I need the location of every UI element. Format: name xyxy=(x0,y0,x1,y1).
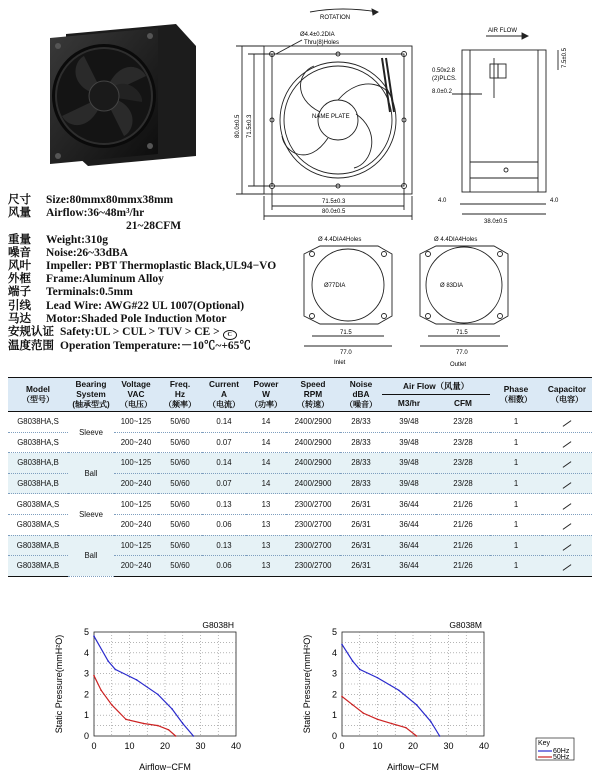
cell-phase: 1 xyxy=(490,453,542,474)
rotation-label: ROTATION xyxy=(320,15,351,21)
inlet-holes-label: Ø 4.4DIA4Holes xyxy=(318,237,362,243)
col-airflow: Air Flow（风量） xyxy=(382,378,490,395)
cell-power: 14 xyxy=(246,453,286,474)
capacitor-dash-icon xyxy=(542,494,592,515)
cell-model: G8038HA,B xyxy=(8,453,68,474)
data-point xyxy=(352,660,354,662)
cell-cfm: 21/26 xyxy=(436,556,490,577)
dim-715-width: 71.5±0.3 xyxy=(322,199,346,205)
cell-model: G8038MA,B xyxy=(8,556,68,577)
dim-75-label: 7.5±0.5 xyxy=(562,48,568,68)
cell-model: G8038HA,B xyxy=(8,473,68,494)
data-point xyxy=(157,725,159,727)
capacitor-dash-icon xyxy=(542,535,592,556)
cell-m3hr: 39/48 xyxy=(382,453,436,474)
data-point xyxy=(93,635,95,637)
cell-cfm: 23/28 xyxy=(436,453,490,474)
dim-715-height: 71.5±0.3 xyxy=(247,114,253,138)
cell-freq: 50/60 xyxy=(158,556,202,577)
cell-model: G8038MA,S xyxy=(8,514,68,535)
thru-holes-label: Thru(8)Holes xyxy=(304,40,340,46)
chart-title: G8038M xyxy=(449,620,482,630)
data-point xyxy=(193,735,195,737)
cell-speed: 2300/2700 xyxy=(286,556,340,577)
cell-speed: 2300/2700 xyxy=(286,514,340,535)
data-point xyxy=(136,679,138,681)
fan-photo xyxy=(36,6,206,178)
chart-title: G8038H xyxy=(202,620,234,630)
spec-table xyxy=(8,377,592,577)
cell-noise: 26/31 xyxy=(340,494,382,515)
col-capacitor: Capacitor （电容） xyxy=(542,378,592,412)
data-point xyxy=(439,735,441,737)
cell-freq: 50/60 xyxy=(158,432,202,453)
cell-power: 14 xyxy=(246,432,286,453)
cell-speed: 2300/2700 xyxy=(286,494,340,515)
cell-m3hr: 36/44 xyxy=(382,535,436,556)
spec-weight: 重量 Weight:310g xyxy=(8,233,108,246)
dim-38-label: 38.0±0.5 xyxy=(484,219,508,225)
x-tick-label: 30 xyxy=(443,741,454,751)
inlet-outlet-drawing xyxy=(290,232,600,370)
key-title: Key xyxy=(538,740,551,747)
cell-power: 13 xyxy=(246,535,286,556)
data-point xyxy=(377,677,379,679)
cell-cfm: 21/26 xyxy=(436,535,490,556)
outlet-dim-outer: 77.0 xyxy=(456,350,468,356)
key-50hz-label: 50Hz xyxy=(553,754,570,761)
data-point xyxy=(430,721,432,723)
spec-list xyxy=(8,194,298,353)
x-tick-label: 0 xyxy=(339,741,345,751)
series-line-60hz xyxy=(94,636,193,736)
cell-phase: 1 xyxy=(490,514,542,535)
cell-current: 0.14 xyxy=(202,412,246,433)
dim-8-label: 8.0±0.2 xyxy=(432,89,452,95)
cell-current: 0.06 xyxy=(202,556,246,577)
data-point xyxy=(398,689,400,691)
cell-current: 0.13 xyxy=(202,494,246,515)
cell-voltage: 100~125 xyxy=(114,453,158,474)
outlet-dia-label: Ø 83DIA xyxy=(440,283,464,289)
table-row xyxy=(8,535,592,556)
spec-terminals: 端子 Terminals:0.5mm xyxy=(8,286,133,299)
spec-size: 尺寸 Size:80mmx80mmx38mm xyxy=(8,194,174,206)
data-point xyxy=(157,694,159,696)
cell-bearing: Ball xyxy=(68,453,114,494)
data-point xyxy=(377,719,379,721)
cell-model: G8038MA,B xyxy=(8,535,68,556)
capacitor-dash-icon xyxy=(542,473,592,494)
dim-80-width: 80.0±0.5 xyxy=(322,209,346,215)
dim-4-left: 4.0 xyxy=(438,198,447,204)
y-tick-label: 0 xyxy=(331,731,337,741)
cell-speed: 2400/2900 xyxy=(286,412,340,433)
data-point xyxy=(171,708,173,710)
cell-m3hr: 39/48 xyxy=(382,432,436,453)
inlet-label: Inlet xyxy=(334,360,346,366)
ccc-logo-icon: C xyxy=(223,330,237,340)
spec-lead-wire: 引线 Lead Wire: AWG#22 UL 1007(Optional) xyxy=(8,299,245,312)
cell-current: 0.14 xyxy=(202,453,246,474)
data-point xyxy=(168,729,170,731)
y-tick-label: 4 xyxy=(83,647,89,658)
cell-model: G8038MA,S xyxy=(8,494,68,515)
dim-4-right: 4.0 xyxy=(550,198,559,204)
x-tick-label: 10 xyxy=(124,741,135,751)
spec-impeller: 风叶 Impeller: PBT Thermoplastic Black,UL94−VO xyxy=(8,260,277,273)
data-point xyxy=(416,735,418,737)
data-point xyxy=(341,644,343,646)
data-point xyxy=(115,669,117,671)
cell-speed: 2400/2900 xyxy=(286,473,340,494)
y-tick-label: 1 xyxy=(83,710,89,721)
cell-m3hr: 36/44 xyxy=(382,556,436,577)
data-point xyxy=(111,704,113,706)
inlet-dia-label: Ø77DIA xyxy=(324,283,346,289)
cell-current: 0.06 xyxy=(202,514,246,535)
cell-current: 0.07 xyxy=(202,432,246,453)
table-row xyxy=(8,453,592,474)
x-tick-label: 10 xyxy=(372,741,383,751)
col-noise: Noise dBA （噪音） xyxy=(340,378,382,412)
cell-power: 13 xyxy=(246,514,286,535)
x-tick-label: 20 xyxy=(159,741,171,751)
hole-dia-label: Ø4.4±0.2DIA xyxy=(300,32,335,38)
data-point xyxy=(175,735,177,737)
capacitor-dash-icon xyxy=(542,514,592,535)
cell-bearing: Sleeve xyxy=(68,494,114,535)
col-cfm: CFM xyxy=(436,395,490,412)
y-axis-label: Static Pressure(mmH²O) xyxy=(54,634,64,734)
x-tick-label: 20 xyxy=(407,741,419,751)
data-point xyxy=(143,723,145,725)
cell-noise: 28/33 xyxy=(340,473,382,494)
x-tick-label: 0 xyxy=(91,741,97,751)
cell-power: 14 xyxy=(246,473,286,494)
data-point xyxy=(405,727,407,729)
x-axis-label: Airflow−CFM xyxy=(387,762,439,772)
chart-g8038h xyxy=(52,608,272,778)
col-m3hr: M3/hr xyxy=(382,395,436,412)
cell-bearing: Ball xyxy=(68,535,114,576)
cell-voltage: 200~240 xyxy=(114,514,158,535)
y-tick-label: 2 xyxy=(331,689,337,700)
y-tick-label: 3 xyxy=(83,668,89,679)
cell-noise: 28/33 xyxy=(340,453,382,474)
cell-voltage: 100~125 xyxy=(114,535,158,556)
cell-freq: 50/60 xyxy=(158,453,202,474)
spec-temperature: 温度范围 Operation Temperature:－10℃~+65℃ xyxy=(8,340,251,353)
cell-m3hr: 39/48 xyxy=(382,412,436,433)
cell-m3hr: 39/48 xyxy=(382,473,436,494)
cell-phase: 1 xyxy=(490,494,542,515)
outlet-label: Outlet xyxy=(450,362,467,368)
cell-power: 13 xyxy=(246,556,286,577)
cell-noise: 28/33 xyxy=(340,432,382,453)
spec-motor: 马达 Motor:Shaded Pole Induction Motor xyxy=(8,312,227,325)
cell-phase: 1 xyxy=(490,535,542,556)
cell-m3hr: 36/44 xyxy=(382,514,436,535)
cell-model: G8038HA,S xyxy=(8,432,68,453)
key-60hz-label: 60Hz xyxy=(553,748,570,755)
cell-m3hr: 36/44 xyxy=(382,494,436,515)
y-tick-label: 3 xyxy=(331,668,337,679)
data-point xyxy=(352,704,354,706)
terminal-label: 0.50x2.8 xyxy=(432,68,456,74)
spec-airflow-cfm: 21~28CFM xyxy=(126,220,182,233)
data-point xyxy=(391,723,393,725)
x-tick-label: 40 xyxy=(478,741,490,751)
inlet-dim-inner: 71.5 xyxy=(340,330,352,336)
x-axis-label: Airflow−CFM xyxy=(139,762,191,772)
col-freq: Freq. Hz （频率） xyxy=(158,378,202,412)
cell-voltage: 200~240 xyxy=(114,432,158,453)
inlet-dim-outer: 77.0 xyxy=(340,350,352,356)
spec-noise: 噪音 Noise:26~33dBA xyxy=(8,246,129,259)
dim-80-height: 80.0±0.5 xyxy=(235,114,241,138)
outlet-dim-inner: 71.5 xyxy=(456,330,468,336)
cell-noise: 26/31 xyxy=(340,535,382,556)
cell-speed: 2400/2900 xyxy=(286,432,340,453)
cell-freq: 50/60 xyxy=(158,494,202,515)
cell-cfm: 21/26 xyxy=(436,514,490,535)
data-point xyxy=(359,669,361,671)
cell-cfm: 23/28 xyxy=(436,432,490,453)
cell-current: 0.07 xyxy=(202,473,246,494)
cell-freq: 50/60 xyxy=(158,535,202,556)
y-tick-label: 1 xyxy=(331,710,337,721)
cell-bearing: Sleeve xyxy=(68,412,114,453)
x-tick-label: 30 xyxy=(195,741,206,751)
data-point xyxy=(182,723,184,725)
table-row xyxy=(8,494,592,515)
cell-voltage: 200~240 xyxy=(114,473,158,494)
cell-freq: 50/60 xyxy=(158,412,202,433)
col-voltage: Voltage VAC （电压） xyxy=(114,378,158,412)
spec-airflow: 风量 Airflow:36~48m³/hr xyxy=(8,207,145,220)
cell-voltage: 200~240 xyxy=(114,556,158,577)
spec-safety: 安规认证 Safety:UL > CUL > TUV > CE > C xyxy=(8,326,298,340)
cell-cfm: 23/28 xyxy=(436,473,490,494)
cell-voltage: 100~125 xyxy=(114,494,158,515)
capacitor-dash-icon xyxy=(542,432,592,453)
data-point xyxy=(363,712,365,714)
cell-cfm: 21/26 xyxy=(436,494,490,515)
col-current: Current A （电流） xyxy=(202,378,246,412)
y-tick-label: 5 xyxy=(83,627,89,637)
col-model: Model （型号） xyxy=(8,378,68,412)
cell-power: 14 xyxy=(246,412,286,433)
cell-phase: 1 xyxy=(490,473,542,494)
data-point xyxy=(341,696,343,698)
cell-power: 13 xyxy=(246,494,286,515)
capacitor-dash-icon xyxy=(542,412,592,433)
capacitor-dash-icon xyxy=(542,453,592,474)
cell-freq: 50/60 xyxy=(158,473,202,494)
outlet-holes-label: Ø 4.4DIA4Holes xyxy=(434,237,478,243)
terminal-pcs-label: (2)PLCS. xyxy=(432,76,457,82)
data-point xyxy=(416,704,418,706)
cell-speed: 2300/2700 xyxy=(286,535,340,556)
name-plate-label: NAME PLATE xyxy=(312,114,350,120)
cell-noise: 26/31 xyxy=(340,514,382,535)
y-tick-label: 5 xyxy=(331,627,337,637)
y-tick-label: 2 xyxy=(83,689,89,700)
data-point xyxy=(100,689,102,691)
cell-phase: 1 xyxy=(490,556,542,577)
cell-voltage: 100~125 xyxy=(114,412,158,433)
cell-noise: 26/31 xyxy=(340,556,382,577)
y-axis-label: Static Pressure(mmH²O) xyxy=(302,634,312,734)
chart-g8038m xyxy=(300,608,600,778)
col-phase: Phase （相数） xyxy=(490,378,542,412)
col-power: Power W （功率） xyxy=(246,378,286,412)
data-point xyxy=(93,675,95,677)
x-tick-label: 40 xyxy=(230,741,242,751)
cell-phase: 1 xyxy=(490,432,542,453)
table-row xyxy=(8,412,592,433)
cell-freq: 50/60 xyxy=(158,514,202,535)
cell-speed: 2400/2900 xyxy=(286,453,340,474)
col-speed: Speed RPM （转速） xyxy=(286,378,340,412)
air-flow-label: AIR FLOW xyxy=(488,28,518,34)
cell-noise: 28/33 xyxy=(340,412,382,433)
data-point xyxy=(107,660,109,662)
col-bearing: Bearing System (轴承型式) xyxy=(68,378,114,412)
series-line-60hz xyxy=(342,644,440,736)
series-line-50hz xyxy=(94,676,176,736)
spec-frame: 外框 Frame:Aluminum Alloy xyxy=(8,273,164,286)
capacitor-dash-icon xyxy=(542,556,592,577)
data-point xyxy=(125,719,127,721)
cell-cfm: 23/28 xyxy=(436,412,490,433)
cell-phase: 1 xyxy=(490,412,542,433)
y-tick-label: 0 xyxy=(83,731,89,741)
y-tick-label: 4 xyxy=(331,647,337,658)
series-line-50hz xyxy=(342,696,417,736)
cell-model: G8038HA,S xyxy=(8,412,68,433)
cell-current: 0.13 xyxy=(202,535,246,556)
